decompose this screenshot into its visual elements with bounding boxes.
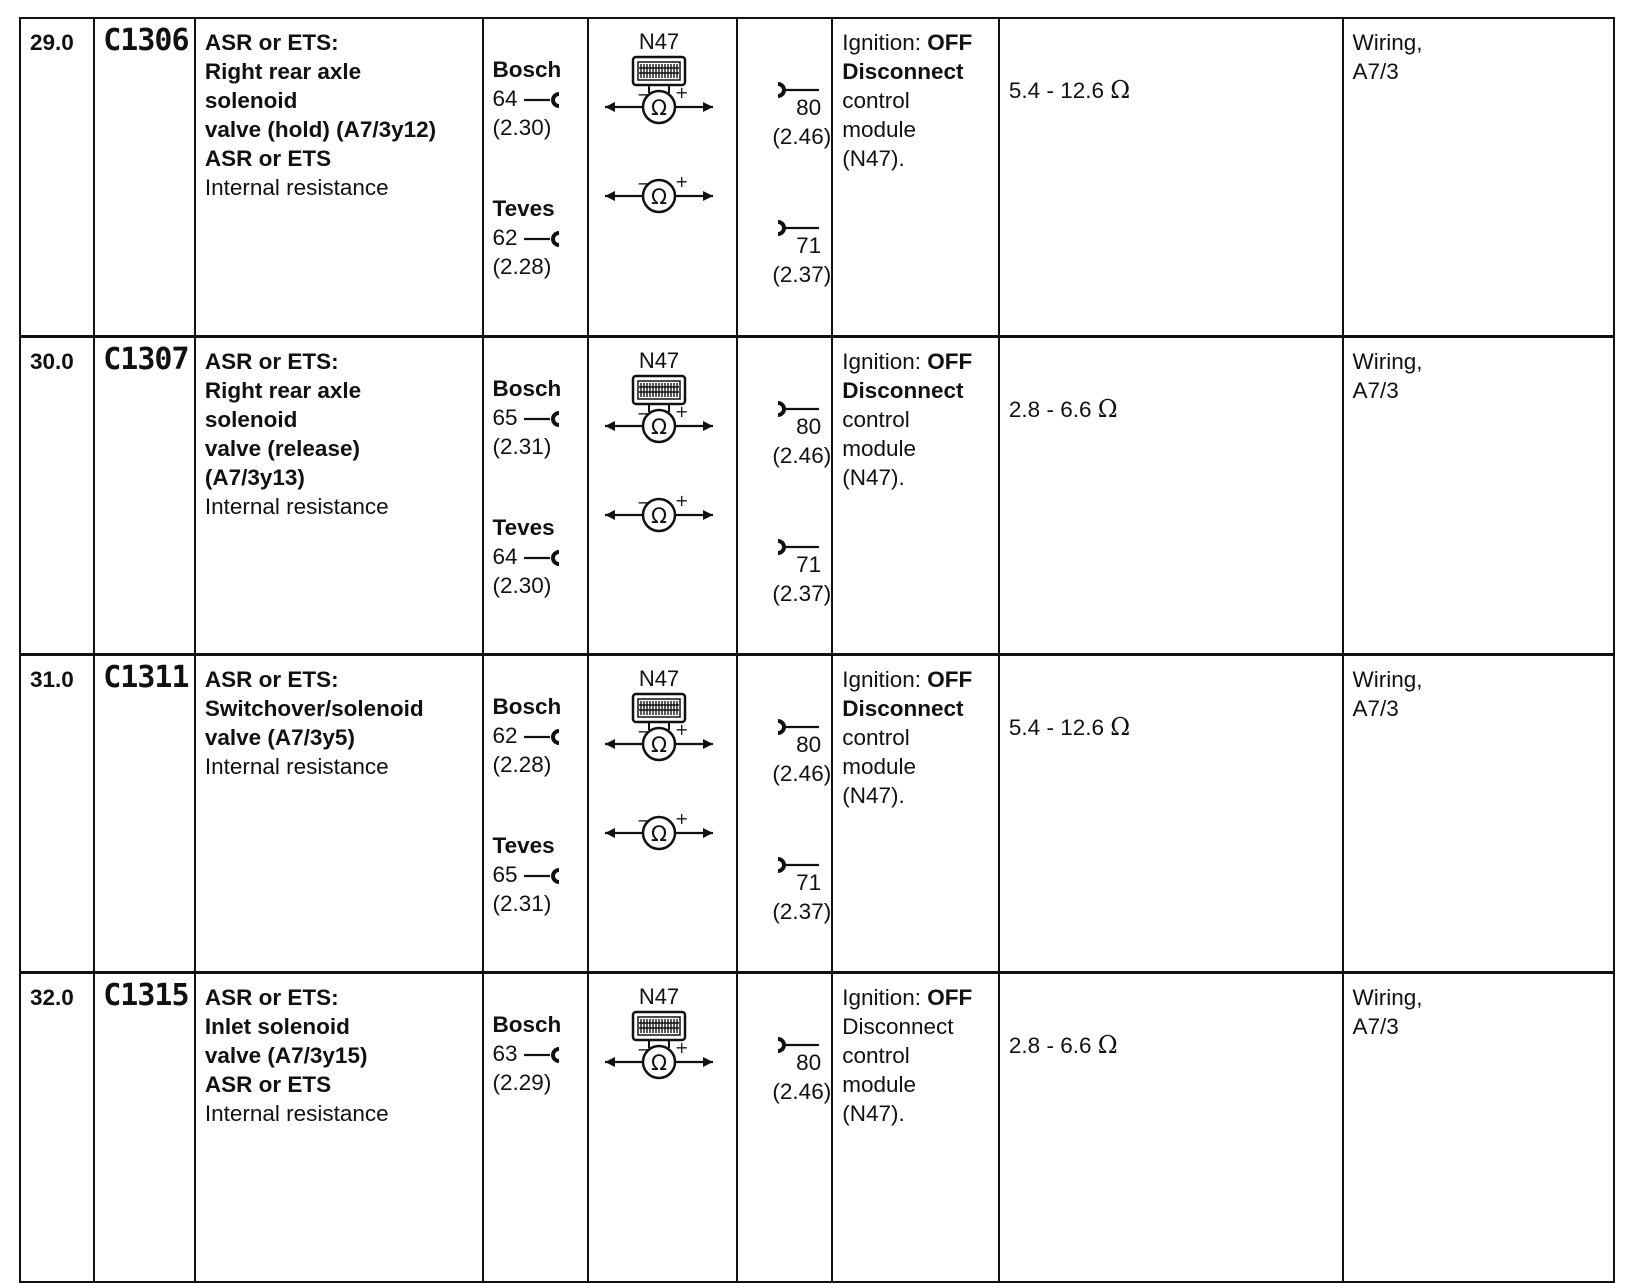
action-line: Disconnect <box>842 377 964 403</box>
action-line: Disconnect <box>842 1013 954 1039</box>
ohmmeter-icon <box>605 1038 713 1078</box>
description-normal: Internal resistance <box>204 753 389 779</box>
nominal-value: 5.4 - 12.6 Ω <box>1008 76 1131 104</box>
bosch-label: Bosch <box>492 1011 562 1037</box>
svg-text:Ω: Ω <box>651 503 668 528</box>
spacer <box>493 1097 588 1149</box>
module-label: N47 <box>639 665 680 691</box>
bosch-pin-line <box>493 403 588 432</box>
ohm-unit: Ω <box>1097 1030 1118 1059</box>
connector-info <box>484 656 588 918</box>
condition-cell <box>832 336 999 654</box>
bosch-block <box>493 1010 588 1097</box>
svg-text:−: − <box>637 1039 651 1059</box>
fault-code-cell <box>94 336 195 654</box>
step-number: 32.0 <box>30 984 74 1010</box>
bosch-pin: 63 <box>492 1040 518 1066</box>
teves-pin-line <box>493 860 588 889</box>
bosch-pin: 64 <box>492 86 518 111</box>
step-number: 31.0 <box>30 666 74 692</box>
pin-a <box>772 716 832 788</box>
svg-text:+: + <box>675 83 689 102</box>
ignition-line: Ignition: OFF <box>842 984 973 1010</box>
svg-text:Ω: Ω <box>651 185 668 209</box>
action-line: Disconnect <box>842 59 964 84</box>
pin-a <box>772 79 832 151</box>
pin-b <box>772 854 832 926</box>
pin-a <box>772 1034 832 1106</box>
svg-text:+: + <box>675 490 689 510</box>
description <box>196 338 482 521</box>
possible-cause: Wiring, A7/3 <box>1352 666 1423 721</box>
socket-icon <box>522 92 562 108</box>
fault-code: C1311 <box>103 659 189 695</box>
bosch-pin: 62 <box>492 722 518 748</box>
teves-pin-line <box>493 542 588 571</box>
teves-pin: 65 <box>492 861 518 887</box>
pin-cell <box>737 654 833 972</box>
nominal-value: 2.8 - 6.6 Ω <box>1008 394 1118 423</box>
value-cell <box>999 336 1343 654</box>
socket-icon <box>522 1047 562 1063</box>
spacer <box>493 779 588 831</box>
table-row <box>20 336 1614 654</box>
possible-cause: Wiring, A7/3 <box>1352 30 1423 84</box>
svg-text:−: − <box>637 810 651 830</box>
ohm-unit: Ω <box>1110 76 1131 104</box>
spacer <box>493 461 588 513</box>
connector-cell <box>483 972 589 1282</box>
bosch-label: Bosch <box>492 375 562 401</box>
teves-block <box>493 513 588 600</box>
svg-text:+: + <box>675 172 689 191</box>
svg-text:−: − <box>637 174 651 193</box>
svg-text:+: + <box>675 1037 689 1057</box>
bosch-pin-line <box>493 721 588 750</box>
socket-icon <box>522 411 562 427</box>
condition-rest: control module (N47). <box>842 88 916 171</box>
teves-label: Teves <box>492 514 555 540</box>
ignition-line: Ignition: OFF <box>842 348 973 374</box>
fault-code-cell <box>94 654 195 972</box>
svg-text:Ω: Ω <box>651 821 668 846</box>
ohmmeter-diagram <box>589 656 733 956</box>
test-table <box>19 17 1615 1283</box>
svg-text:−: − <box>637 721 651 741</box>
ohmmeter-diagram <box>589 974 733 1274</box>
teves-label: Teves <box>492 196 555 221</box>
table-row <box>20 654 1614 972</box>
description <box>196 19 482 202</box>
fault-code: C1306 <box>103 23 189 58</box>
ignition-line: Ignition: OFF <box>842 666 973 692</box>
pin-b-size: (2.37) <box>772 262 832 287</box>
nominal-value: 5.4 - 12.6 Ω <box>1008 712 1131 741</box>
value-cell <box>999 972 1343 1282</box>
condition-cell <box>832 18 999 336</box>
svg-text:Ω: Ω <box>651 732 668 757</box>
pin-b-number: 71 <box>796 233 822 258</box>
socket-icon <box>522 550 562 566</box>
test-condition <box>833 974 998 1128</box>
bosch-label: Bosch <box>492 693 562 719</box>
remedy-cell <box>1343 972 1614 1282</box>
pin-b-number: 71 <box>796 551 822 577</box>
svg-text:+: + <box>675 719 689 739</box>
bosch-pin-line <box>493 84 588 113</box>
pin-a-number: 80 <box>796 1049 822 1075</box>
socket-icon <box>522 868 562 884</box>
socket-icon <box>522 729 562 745</box>
action-line: Disconnect <box>842 695 964 721</box>
teves-label: Teves <box>492 832 555 858</box>
test-condition <box>833 656 998 810</box>
possible-cause: Wiring, A7/3 <box>1352 348 1423 403</box>
bosch-size: (2.31) <box>492 433 552 459</box>
svg-text:+: + <box>675 808 689 828</box>
pin-a <box>772 398 832 470</box>
description <box>196 656 482 781</box>
fault-code: C1307 <box>103 341 189 377</box>
connector-cell <box>483 336 589 654</box>
description-cell <box>195 654 483 972</box>
pin-cell <box>737 18 833 336</box>
connector-cell <box>483 654 589 972</box>
step-number: 30.0 <box>30 348 74 374</box>
pin-b <box>772 217 832 289</box>
pin-a-size: (2.46) <box>772 124 832 149</box>
diagram-cell <box>588 654 736 972</box>
condition-cell <box>832 654 999 972</box>
bosch-size: (2.28) <box>492 751 552 777</box>
fault-code-cell <box>94 18 195 336</box>
description-bold: ASR or ETS: Switchover/solenoid valve (A7/3y5) <box>204 666 424 750</box>
svg-text:Ω: Ω <box>651 414 668 439</box>
svg-text:+: + <box>675 401 689 421</box>
bosch-pin-line <box>493 1039 588 1068</box>
step-number-cell <box>20 336 94 654</box>
pin-a-number: 80 <box>796 731 822 757</box>
bosch-label: Bosch <box>492 57 562 82</box>
pin-a-size: (2.46) <box>772 442 832 468</box>
description-cell <box>195 18 483 336</box>
module-label: N47 <box>639 347 680 373</box>
bosch-block <box>493 55 588 142</box>
teves-pin: 64 <box>492 543 518 569</box>
connector-cell <box>483 18 589 336</box>
description-cell <box>195 972 483 1282</box>
pin-b-size: (2.37) <box>772 898 832 924</box>
description <box>196 974 482 1128</box>
svg-text:−: − <box>637 403 651 423</box>
remedy-cell <box>1343 18 1614 336</box>
description-normal: Internal resistance <box>204 493 389 519</box>
ohmmeter-icon-teves <box>605 491 713 531</box>
teves-pin: 62 <box>492 225 518 250</box>
pin-a-size: (2.46) <box>772 760 832 786</box>
ohmmeter-diagram <box>589 19 733 319</box>
remedy-cell <box>1343 654 1614 972</box>
possible-cause: Wiring, A7/3 <box>1352 984 1423 1039</box>
ohmmeter-icon-teves <box>605 172 713 212</box>
teves-size: (2.30) <box>492 572 552 598</box>
table-row <box>20 18 1614 336</box>
diagram-cell <box>588 972 736 1282</box>
teves-pin-line <box>493 223 588 252</box>
nominal-value: 2.8 - 6.6 Ω <box>1008 1030 1118 1059</box>
table-row <box>20 972 1614 1282</box>
spacer <box>493 142 588 194</box>
ohm-unit: Ω <box>1097 394 1118 423</box>
teves-block <box>493 831 588 918</box>
description-cell <box>195 336 483 654</box>
socket-icon <box>522 231 562 247</box>
test-condition <box>833 19 998 173</box>
svg-text:−: − <box>637 85 651 104</box>
diagram-cell <box>588 336 736 654</box>
bosch-block <box>493 692 588 779</box>
bosch-pin: 65 <box>492 404 518 430</box>
pin-b-number: 71 <box>796 869 822 895</box>
step-number-cell <box>20 18 94 336</box>
teves-size: (2.31) <box>492 890 552 916</box>
condition-rest: control module (N47). <box>842 406 916 490</box>
pin-a-number: 80 <box>796 95 822 120</box>
module-label: N47 <box>639 983 680 1009</box>
svg-text:−: − <box>637 492 651 512</box>
bosch-size: (2.29) <box>492 1069 552 1095</box>
pin-b-size: (2.37) <box>772 580 832 606</box>
connector-info <box>484 338 588 600</box>
value-cell <box>999 18 1343 336</box>
pin-b <box>772 536 832 608</box>
ignition-line: Ignition: OFF <box>842 30 973 55</box>
connector-info <box>484 19 588 281</box>
ohmmeter-diagram <box>589 338 733 638</box>
diagram-cell <box>588 18 736 336</box>
ohm-unit: Ω <box>1110 712 1131 741</box>
description-bold: ASR or ETS: Right rear axle solenoid valve (release) (A7/3y13) <box>204 348 362 490</box>
ohmmeter-icon <box>605 83 713 123</box>
fault-code-cell <box>94 972 195 1282</box>
test-condition <box>833 338 998 492</box>
step-number-cell <box>20 654 94 972</box>
description-bold: ASR or ETS: Inlet solenoid valve (A7/3y15) ASR or ETS <box>204 984 368 1097</box>
module-label: N47 <box>639 29 680 54</box>
fault-code: C1315 <box>103 977 189 1013</box>
teves-size: (2.28) <box>492 254 552 279</box>
step-number: 29.0 <box>30 30 74 55</box>
value-cell <box>999 654 1343 972</box>
step-number-cell <box>20 972 94 1282</box>
remedy-cell <box>1343 336 1614 654</box>
ohmmeter-icon <box>605 720 713 760</box>
bosch-size: (2.30) <box>492 115 552 140</box>
pin-a-number: 80 <box>796 413 822 439</box>
pin-a-size: (2.46) <box>772 1078 832 1104</box>
pin-cell <box>737 972 833 1282</box>
ohmmeter-icon <box>605 402 713 442</box>
connector-info <box>484 974 588 1149</box>
svg-text:Ω: Ω <box>651 1050 668 1075</box>
condition-rest: control module (N47). <box>842 724 916 808</box>
description-normal: Internal resistance <box>204 175 389 200</box>
description-bold: ASR or ETS: Right rear axle solenoid valve (hold) (A7/3y12) ASR or ETS <box>204 30 437 171</box>
pin-cell <box>737 336 833 654</box>
ohmmeter-icon-teves <box>605 809 713 849</box>
condition-cell <box>832 972 999 1282</box>
teves-block <box>493 194 588 281</box>
bosch-block <box>493 374 588 461</box>
description-normal: Internal resistance <box>204 1100 389 1126</box>
svg-text:Ω: Ω <box>651 96 668 120</box>
condition-rest: control module (N47). <box>842 1042 916 1126</box>
